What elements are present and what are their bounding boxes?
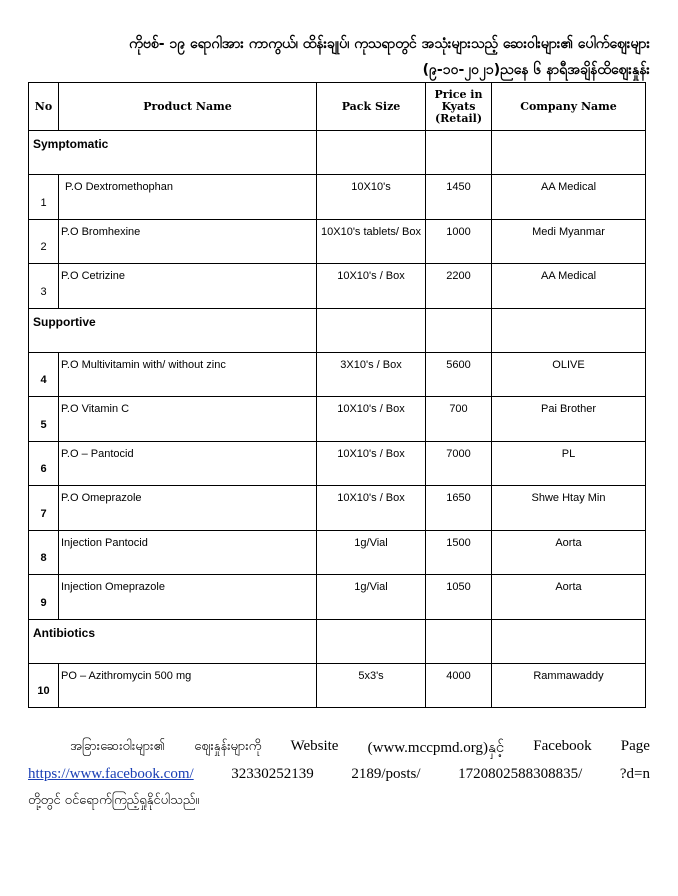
row-pack-size: 10X10's xyxy=(317,175,426,220)
table-row xyxy=(29,575,646,620)
header-price: Price in Kyats (Retail) xyxy=(426,83,492,131)
row-company: AA Medical xyxy=(492,175,646,220)
category-label: Antibiotics xyxy=(29,619,317,663)
row-product-name: Injection Omeprazole xyxy=(59,575,317,620)
row-company: Pai Brother xyxy=(492,397,646,442)
row-no: 5 xyxy=(29,397,59,442)
table-row xyxy=(29,441,646,486)
category-row-antibiotics xyxy=(29,619,646,663)
row-no: 9 xyxy=(29,575,59,620)
row-no: 4 xyxy=(29,352,59,397)
table-row xyxy=(29,530,646,575)
row-pack-size: 1g/Vial xyxy=(317,575,426,620)
row-pack-size: 3X10's / Box xyxy=(317,352,426,397)
row-no: 8 xyxy=(29,530,59,575)
row-no: 6 xyxy=(29,441,59,486)
row-no: 1 xyxy=(29,175,59,220)
header-no: No xyxy=(29,83,59,131)
category-label: Supportive xyxy=(29,308,317,352)
category-row-symptomatic xyxy=(29,131,646,175)
row-pack-size: 1g/Vial xyxy=(317,530,426,575)
footer-word: 1720802588308835/ xyxy=(458,766,583,782)
row-company: OLIVE xyxy=(492,352,646,397)
footer-line-2 xyxy=(28,766,650,783)
page-title: ကိုဗစ်- ၁၉ ရောဂါအား ကာကွယ်၊ ထိန်းချုပ်၊ ကုသရာတွင် အသုံးများသည့် ဆေးဝါးများ၏ ပေါက်ဈေးများ xyxy=(129,36,650,52)
header-pack-size: Pack Size xyxy=(317,83,426,131)
row-product-name: P.O Dextromethophan xyxy=(59,175,317,220)
row-company: Aorta xyxy=(492,530,646,575)
row-company: Medi Myanmar xyxy=(492,219,646,264)
footer-word: ?d=n xyxy=(619,766,650,782)
row-company: Aorta xyxy=(492,575,646,620)
footer-word: 32330252139 xyxy=(231,766,314,782)
row-price: 1050 xyxy=(426,575,492,620)
footer-word: Website xyxy=(290,738,339,754)
row-pack-size: 10X10's / Box xyxy=(317,441,426,486)
row-pack-size: 10X10's tablets/ Box xyxy=(317,219,426,264)
row-product-name: P.O Omeprazole xyxy=(59,486,317,531)
table-header-row xyxy=(29,83,646,131)
row-pack-size: 5x3's xyxy=(317,663,426,708)
row-price: 1500 xyxy=(426,530,492,575)
row-pack-size: 10X10's / Box xyxy=(317,397,426,442)
row-no: 7 xyxy=(29,486,59,531)
row-pack-size: 10X10's / Box xyxy=(317,264,426,309)
row-product-name: PO – Azithromycin 500 mg xyxy=(59,663,317,708)
row-product-name: P.O Bromhexine xyxy=(59,219,317,264)
row-price: 1650 xyxy=(426,486,492,531)
table-row xyxy=(29,219,646,264)
table-row xyxy=(29,486,646,531)
row-product-name: P.O Multivitamin with/ without zinc xyxy=(59,352,317,397)
footer-word: Page xyxy=(620,738,650,754)
website-reference: (www.mccpmd.org)နှင့် xyxy=(367,740,505,756)
table-row xyxy=(29,397,646,442)
footer-line-1 xyxy=(28,738,650,760)
category-label: Symptomatic xyxy=(29,131,317,175)
row-product-name: P.O Cetrizine xyxy=(59,264,317,309)
header-company-name: Company Name xyxy=(492,83,646,131)
row-price: 700 xyxy=(426,397,492,442)
footer-line-3: တို့တွင် ဝင်ရောက်ကြည့်ရှုနိုင်ပါသည်။ xyxy=(28,793,200,808)
page-subtitle-date: (၉-၁၀-၂၀၂၁)ညနေ ၆ နာရီအချိန်ထိဈေးနှုန်း xyxy=(422,62,650,78)
table-row xyxy=(29,663,646,708)
category-row-supportive xyxy=(29,308,646,352)
row-company: PL xyxy=(492,441,646,486)
row-no: 10 xyxy=(29,663,59,708)
row-no: 3 xyxy=(29,264,59,309)
row-product-name: Injection Pantocid xyxy=(59,530,317,575)
row-price: 5600 xyxy=(426,352,492,397)
table-row xyxy=(29,264,646,309)
row-company: Rammawaddy xyxy=(492,663,646,708)
row-price: 1450 xyxy=(426,175,492,220)
row-product-name: P.O Vitamin C xyxy=(59,397,317,442)
row-price: 7000 xyxy=(426,441,492,486)
footer-word: 2189/posts/ xyxy=(351,766,421,782)
header-product-name: Product Name xyxy=(59,83,317,131)
footer-word: အခြားဆေးဝါးများ၏ xyxy=(70,739,166,754)
row-company: Shwe Htay Min xyxy=(492,486,646,531)
facebook-link[interactable]: https://www.facebook.com/ xyxy=(28,766,194,782)
row-price: 1000 xyxy=(426,219,492,264)
price-table xyxy=(28,82,646,708)
table-row xyxy=(29,175,646,220)
footer-word: ဈေးနှုန်းများကို xyxy=(194,739,262,754)
row-company: AA Medical xyxy=(492,264,646,309)
footer-word: Facebook xyxy=(533,738,592,754)
row-no: 2 xyxy=(29,219,59,264)
row-price: 2200 xyxy=(426,264,492,309)
row-price: 4000 xyxy=(426,663,492,708)
row-product-name: P.O – Pantocid xyxy=(59,441,317,486)
row-pack-size: 10X10's / Box xyxy=(317,486,426,531)
table-row xyxy=(29,352,646,397)
